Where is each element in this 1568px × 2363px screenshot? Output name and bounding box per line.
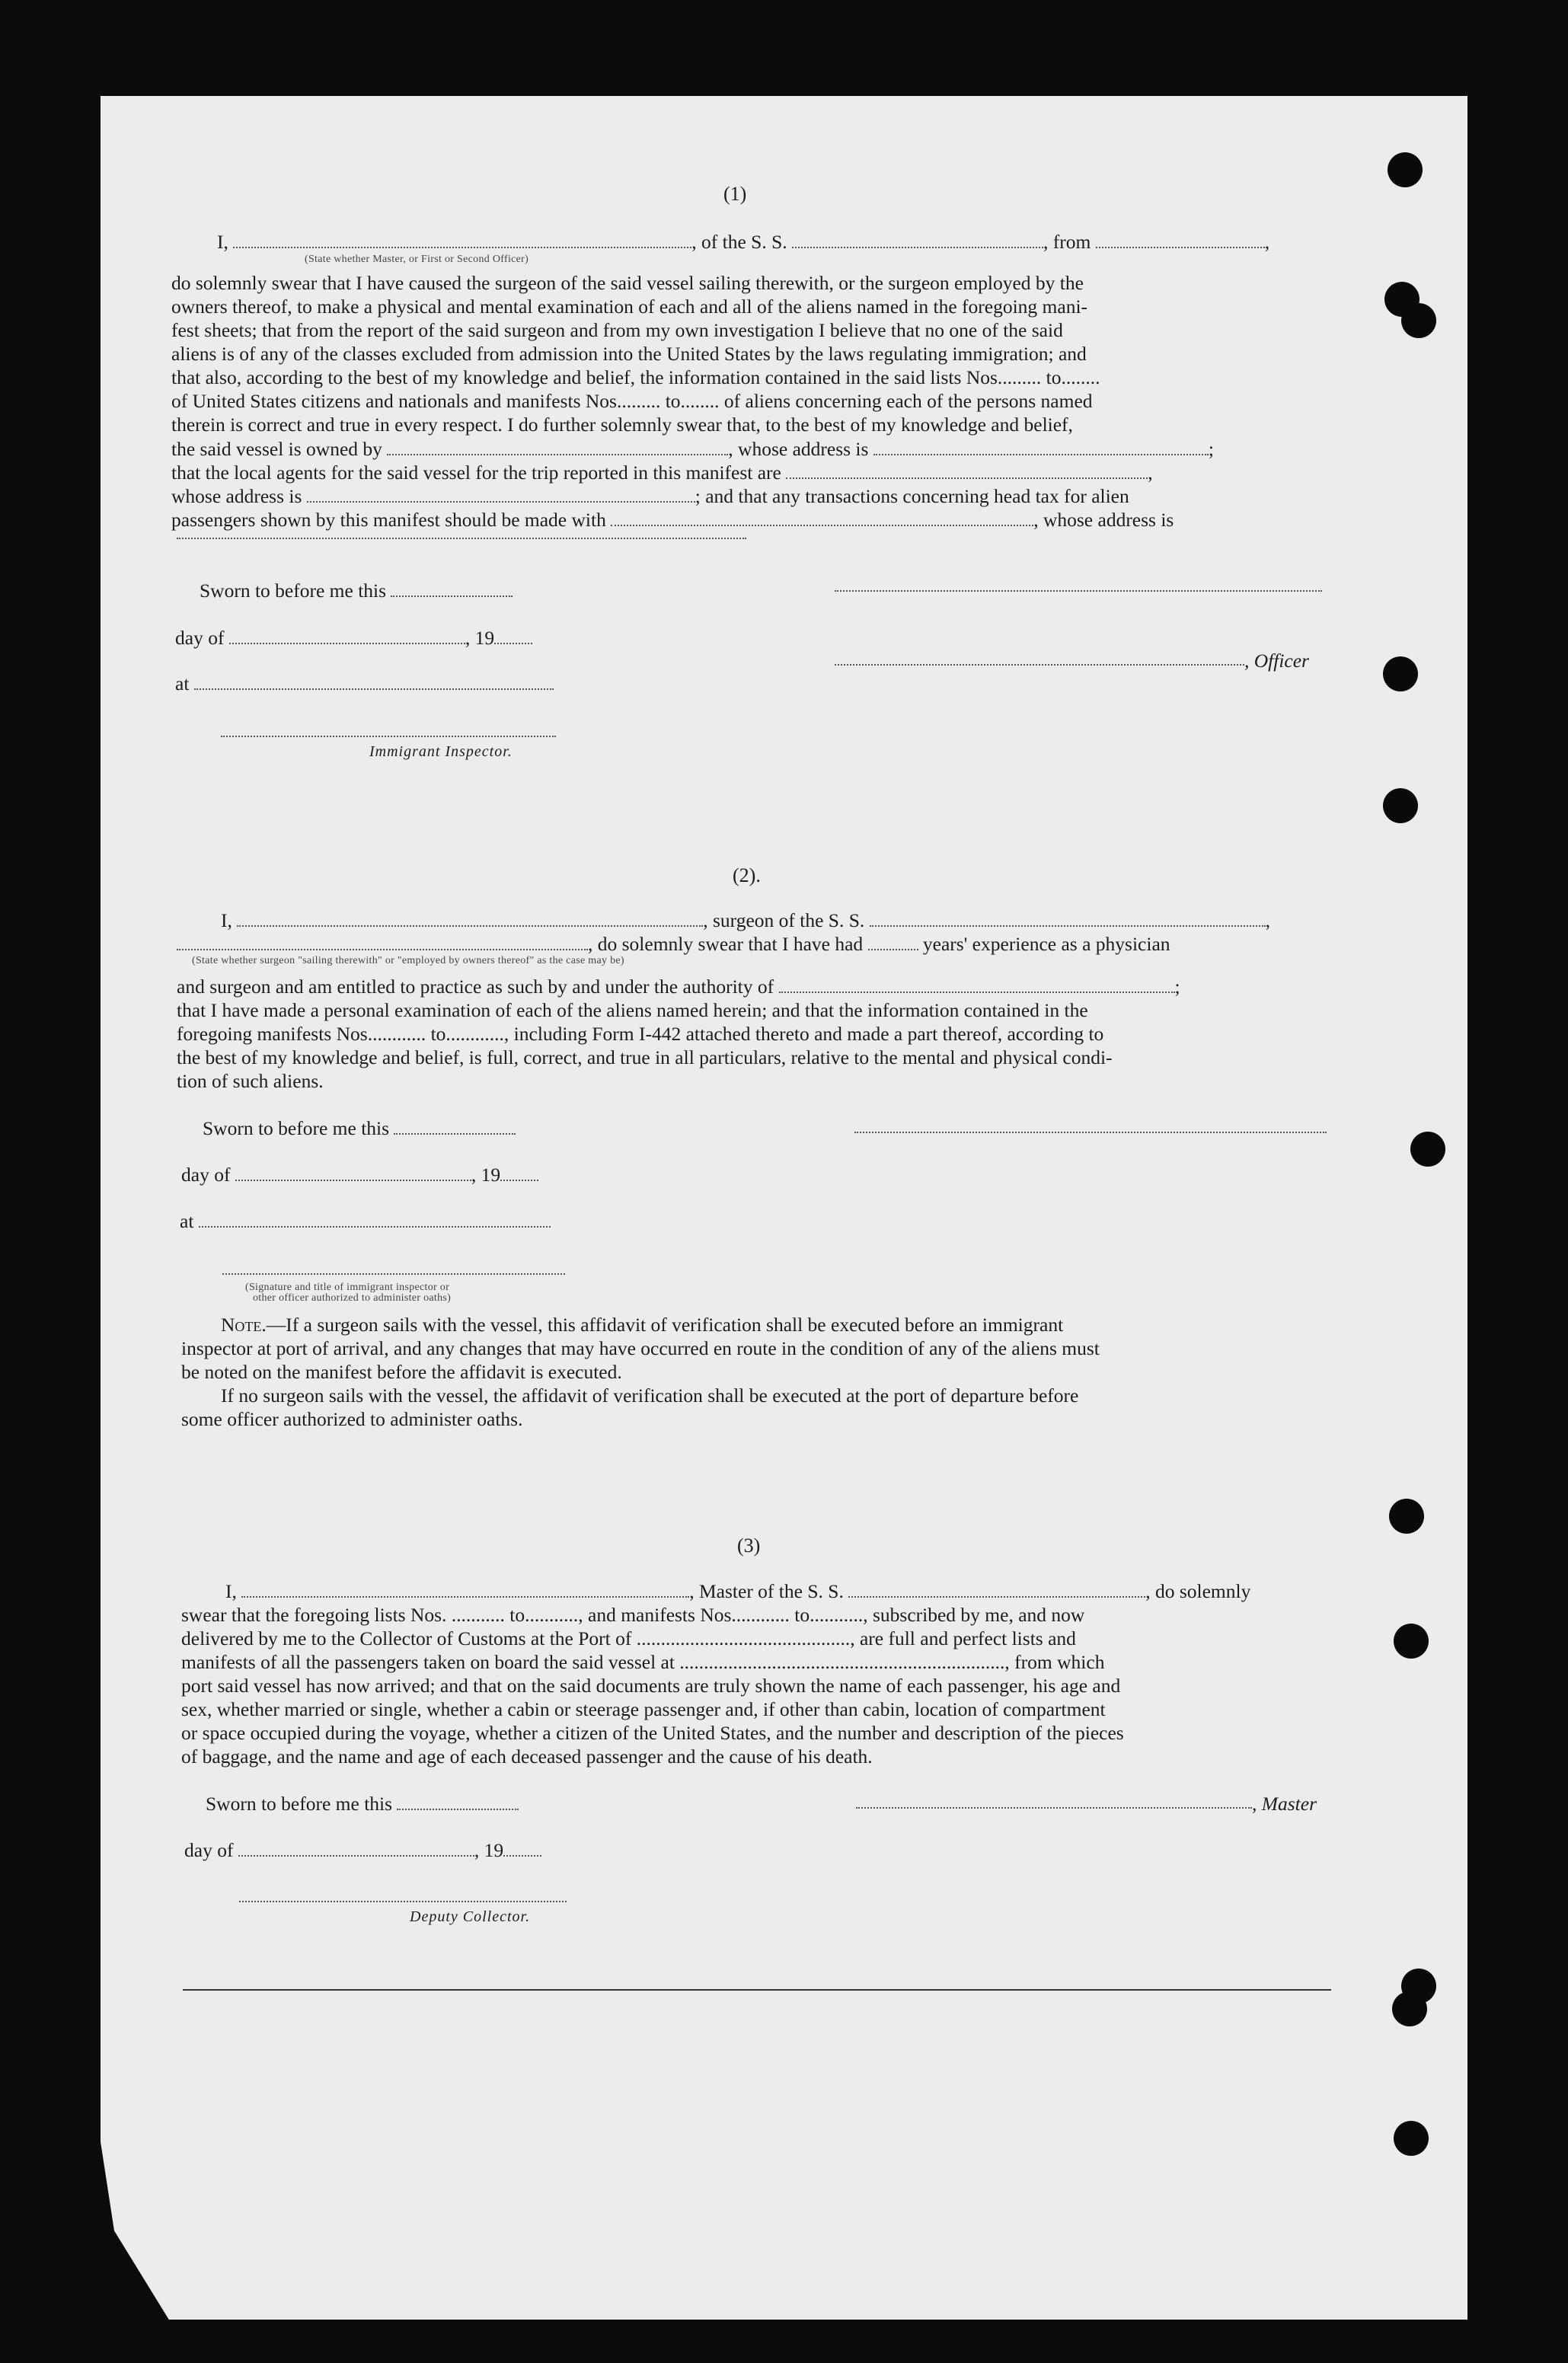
sworn-label: Sworn to before me this bbox=[203, 1117, 390, 1139]
day-of-label: day of bbox=[175, 627, 225, 649]
authority-line: and surgeon and am entitled to practice as such by and under the authority of ; bbox=[177, 976, 1180, 998]
punch-hole bbox=[1388, 152, 1423, 187]
at-label: at bbox=[180, 1210, 194, 1232]
note-line bbox=[181, 1313, 1329, 1336]
section-1-number: (1) bbox=[723, 183, 747, 205]
body-line: of United States citizens and nationals and manifests Nos......... to........ of aliens concerning each of the persons named bbox=[171, 390, 1093, 412]
day-of-line bbox=[184, 1838, 541, 1862]
surgeon-status-field bbox=[177, 934, 588, 950]
bottom-rule bbox=[183, 1989, 1331, 1991]
sworn-label: Sworn to before me this bbox=[200, 580, 387, 602]
officer-hint: (State whether Master, or First or Second Officer) bbox=[305, 254, 529, 265]
body-line: that also, according to the best of my knowledge and belief, the information contained in the said lists Nos......... to........ bbox=[171, 366, 1100, 388]
month-field bbox=[235, 1164, 471, 1181]
punch-hole bbox=[1383, 656, 1418, 691]
years-field bbox=[868, 934, 918, 950]
local-agents-line: that the local agents for the said vessel for the trip reported in this manifest are , bbox=[171, 461, 1153, 484]
master-label: , Master bbox=[1252, 1793, 1317, 1815]
body-line: port said vessel has now arrived; and that on the said documents are truly shown the name of each passenger, his age and bbox=[181, 1675, 1121, 1697]
surgeon-line-2 bbox=[177, 932, 1170, 956]
at-line bbox=[180, 1209, 551, 1233]
punch-hole bbox=[1389, 1499, 1424, 1534]
do-solemnly-text: , do solemnly bbox=[1145, 1580, 1251, 1602]
body-line: delivered by me to the Collector of Customs at the Port of ............................................, are full and perfect lists and bbox=[181, 1627, 1076, 1649]
opening-text: I, bbox=[221, 909, 232, 931]
head-tax-agent-field bbox=[611, 509, 1033, 526]
signature-hint: (Signature and title of immigrant inspector or bbox=[245, 1282, 450, 1293]
punch-hole bbox=[1394, 2121, 1429, 2156]
owned-by-label: the said vessel is owned by bbox=[171, 438, 382, 460]
body-line: therein is correct and true in every respect. I do further solemnly swear that, to the best of my knowledge and belief, bbox=[171, 414, 1073, 436]
surgeon-name-field bbox=[237, 910, 703, 927]
body-line: the best of my knowledge and belief, is full, correct, and true in all particulars, relative to the mental and physical condi- bbox=[177, 1046, 1113, 1068]
section-3-number: (3) bbox=[737, 1534, 761, 1557]
surgeon-line-1: I, , surgeon of the S. S. , bbox=[221, 909, 1271, 931]
punch-hole bbox=[1410, 1132, 1445, 1167]
body-line: fest sheets; that from the report of the said surgeon and from my own investigation I believe that no one of the said bbox=[171, 319, 1063, 341]
place-field bbox=[199, 1211, 551, 1228]
body-line: swear that the foregoing lists Nos. ........... to..........., and manifests Nos............ to..........., subscribed by me, and now bbox=[181, 1604, 1085, 1626]
of-ss-text: , of the S. S. bbox=[691, 231, 787, 253]
collector-label: Deputy Collector. bbox=[410, 1908, 531, 1925]
officer-name-field bbox=[835, 664, 1244, 666]
day-of-line bbox=[181, 1163, 538, 1186]
year-field bbox=[503, 1840, 541, 1857]
note-paragraph bbox=[181, 1313, 1329, 1431]
note-line: be noted on the manifest before the affidavit is executed. bbox=[181, 1361, 622, 1383]
section-3-body bbox=[181, 1603, 1331, 1768]
inspector-signature-field bbox=[221, 736, 556, 737]
sworn-day-field bbox=[397, 1793, 519, 1810]
vessel-name-field bbox=[792, 232, 1043, 248]
punch-hole bbox=[1394, 1624, 1429, 1659]
note-text: —If a surgeon sails with the vessel, this affidavit of verification shall be executed before an immigrant bbox=[266, 1314, 1064, 1336]
body-line: do solemnly swear that I have caused the surgeon of the said vessel sailing therewith, or the surgeon employed by the bbox=[171, 272, 1084, 294]
day-of-label: day of bbox=[184, 1839, 234, 1861]
master-signature-field bbox=[856, 1807, 1252, 1809]
inspector-label: Immigrant Inspector. bbox=[369, 743, 513, 760]
year-field bbox=[500, 1164, 538, 1181]
owner-field bbox=[387, 439, 728, 455]
oath-line-1: I, , of the S. S. , from , bbox=[217, 231, 1270, 253]
year-prefix: , 19 bbox=[474, 1839, 504, 1861]
sworn-day-field bbox=[391, 580, 513, 597]
sworn-day-field bbox=[394, 1118, 516, 1135]
authority-label: and surgeon and am entitled to practice as such by and under the authority of bbox=[177, 976, 774, 998]
at-label: at bbox=[175, 672, 190, 695]
body-line: aliens is of any of the classes excluded from admission into the United States by the laws regulating immigration; and bbox=[171, 343, 1087, 365]
surgeon-of-text: , surgeon of the S. S. bbox=[703, 909, 865, 931]
address-continuation-field bbox=[177, 538, 746, 539]
body-line: sex, whether married or single, whether a cabin or steerage passenger and, if other than cabin, location of compartment bbox=[181, 1698, 1106, 1720]
years-text: years' experience as a physician bbox=[922, 933, 1170, 955]
owner-address-field bbox=[873, 439, 1209, 455]
note-line: inspector at port of arrival, and any changes that may have occurred en route in the condition of any of the aliens must bbox=[181, 1337, 1100, 1359]
officer-name-field bbox=[233, 232, 691, 248]
punch-hole bbox=[1383, 788, 1418, 823]
opening-text: I, bbox=[217, 231, 228, 253]
section-1-body bbox=[171, 271, 1319, 436]
surgeon-signature-field bbox=[854, 1132, 1327, 1133]
body-line: that I have made a personal examination of each of the aliens named herein; and that the information contained in the bbox=[177, 999, 1088, 1021]
opening-text: I, bbox=[225, 1580, 237, 1602]
inspector-signature-field bbox=[222, 1273, 565, 1275]
passengers-line bbox=[171, 508, 1174, 532]
owned-by-line: the said vessel is owned by , whose address is ; bbox=[171, 438, 1214, 460]
note-heading: Note. bbox=[221, 1314, 267, 1336]
section-2-body bbox=[177, 998, 1327, 1093]
month-field bbox=[238, 1840, 474, 1857]
body-line: manifests of all the passengers taken on board the said vessel at ..................................................................., from which bbox=[181, 1651, 1105, 1673]
local-agents-field bbox=[786, 462, 1148, 479]
body-line: tion of such aliens. bbox=[177, 1070, 324, 1092]
collector-signature-field bbox=[239, 1901, 567, 1902]
head-tax-text: ; and that any transactions concerning head tax for alien bbox=[695, 485, 1129, 507]
month-field bbox=[229, 627, 465, 644]
master-of-text: , Master of the S. S. bbox=[689, 1580, 844, 1602]
sworn-line bbox=[200, 579, 513, 602]
sworn-line bbox=[206, 1792, 519, 1815]
master-name-field bbox=[241, 1581, 689, 1598]
whose-address-label: , whose address is bbox=[728, 438, 869, 460]
sworn-line bbox=[203, 1116, 516, 1140]
vessel-name-field bbox=[848, 1581, 1145, 1598]
place-field bbox=[194, 673, 554, 690]
do-swear-text: , do solemnly swear that I have had bbox=[588, 933, 864, 955]
officer-signature-field bbox=[835, 590, 1322, 592]
from-port-field bbox=[1096, 232, 1265, 248]
at-line bbox=[175, 672, 554, 695]
year-prefix: , 19 bbox=[471, 1164, 501, 1186]
body-line: owners thereof, to make a physical and mental examination of each and all of the aliens named in the foregoing mani- bbox=[171, 295, 1088, 318]
from-text: , from bbox=[1043, 231, 1091, 253]
master-line-1 bbox=[225, 1579, 1250, 1603]
note-line: some officer authorized to administer oaths. bbox=[181, 1408, 523, 1430]
agent-address-line bbox=[171, 484, 1129, 508]
body-line: or space occupied during the voyage, whether a citizen of the United States, and the number and description of the pieces bbox=[181, 1722, 1124, 1744]
day-of-line bbox=[175, 626, 532, 650]
surgeon-hint: (State whether surgeon "sailing therewith" or "employed by owners thereof" as the case may be) bbox=[192, 955, 624, 966]
agent-address-field bbox=[307, 486, 695, 503]
passengers-label: passengers shown by this manifest should be made with bbox=[171, 509, 606, 531]
whose-address-label: , whose address is bbox=[1033, 509, 1174, 531]
signature-hint: other officer authorized to administer oaths) bbox=[253, 1292, 452, 1304]
section-2-number: (2). bbox=[733, 864, 761, 886]
vessel-name-field bbox=[870, 910, 1266, 927]
sworn-label: Sworn to before me this bbox=[206, 1793, 393, 1815]
punch-hole bbox=[1392, 1991, 1427, 2026]
note-line: If no surgeon sails with the vessel, the affidavit of verification shall be executed at the port of departure before bbox=[221, 1384, 1079, 1407]
body-line: foregoing manifests Nos............ to............, including Form I-442 attached thereto and made a part thereof, according to bbox=[177, 1023, 1104, 1045]
local-agents-label: that the local agents for the said vessel for the trip reported in this manifest are bbox=[171, 461, 781, 484]
punch-hole bbox=[1401, 303, 1436, 338]
whose-address-label: whose address is bbox=[171, 485, 302, 507]
officer-label: , Officer bbox=[1244, 650, 1309, 672]
authority-field bbox=[779, 976, 1175, 993]
year-prefix: , 19 bbox=[465, 627, 495, 649]
day-of-label: day of bbox=[181, 1164, 231, 1186]
year-field bbox=[494, 627, 532, 644]
body-line: of baggage, and the name and age of each deceased passenger and the cause of his death. bbox=[181, 1745, 873, 1767]
